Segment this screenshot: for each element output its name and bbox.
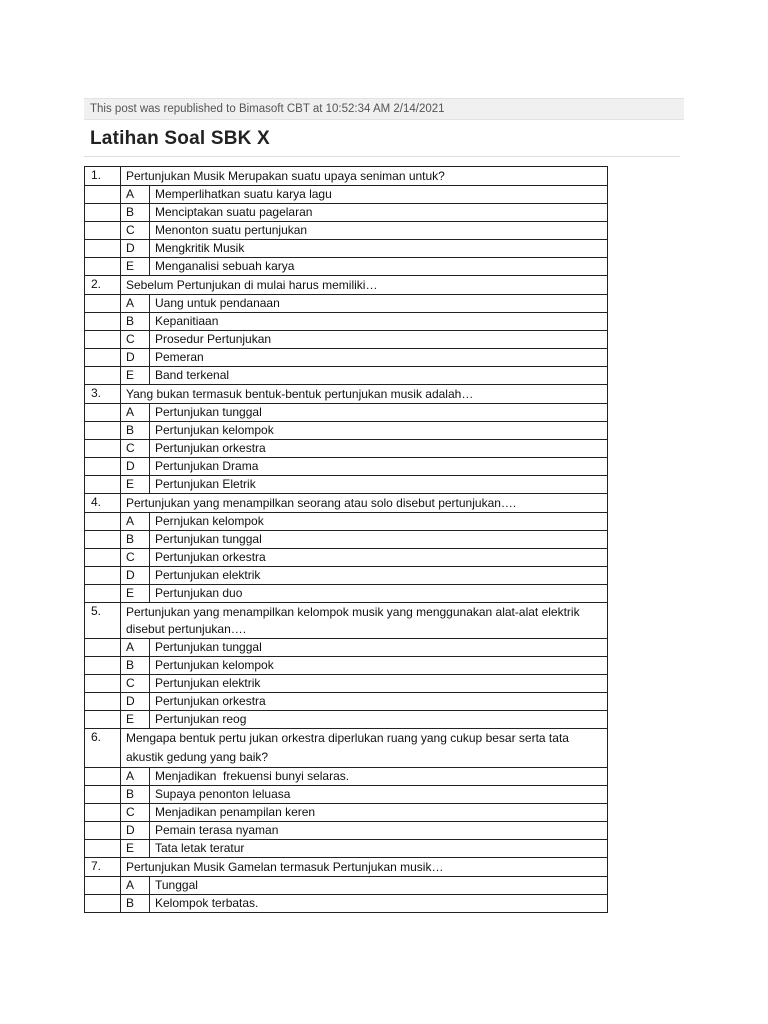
option-row bbox=[85, 711, 608, 729]
page-title: Latihan Soal SBK X bbox=[90, 128, 270, 149]
question-row bbox=[85, 167, 608, 186]
question-row bbox=[85, 729, 608, 768]
option-letter: B bbox=[121, 531, 150, 549]
option-row bbox=[85, 204, 608, 222]
option-row bbox=[85, 895, 608, 913]
blank-cell bbox=[85, 458, 121, 476]
option-row bbox=[85, 349, 608, 367]
option-row bbox=[85, 313, 608, 331]
option-row bbox=[85, 840, 608, 858]
option-letter: E bbox=[121, 585, 150, 603]
option-letter: E bbox=[121, 367, 150, 385]
option-text: Band terkenal bbox=[150, 367, 608, 385]
option-text: Pertunjukan Drama bbox=[150, 458, 608, 476]
option-row bbox=[85, 639, 608, 657]
question-text: Yang bukan termasuk bentuk-bentuk pertunjukan musik adalah… bbox=[121, 385, 608, 404]
question-row bbox=[85, 385, 608, 404]
option-row bbox=[85, 804, 608, 822]
option-letter: D bbox=[121, 349, 150, 367]
blank-cell bbox=[85, 186, 121, 204]
option-text: Memperlihatkan suatu karya lagu bbox=[150, 186, 608, 204]
option-letter: A bbox=[121, 295, 150, 313]
option-letter: A bbox=[121, 186, 150, 204]
option-text: Pertunjukan elektrik bbox=[150, 567, 608, 585]
option-letter: A bbox=[121, 639, 150, 657]
republish-banner: This post was republished to Bimasoft CBT at 10:52:34 AM 2/14/2021 bbox=[84, 98, 684, 120]
blank-cell bbox=[85, 657, 121, 675]
option-row bbox=[85, 693, 608, 711]
option-letter: E bbox=[121, 840, 150, 858]
option-text: Uang untuk pendanaan bbox=[150, 295, 608, 313]
option-text: Menonton suatu pertunjukan bbox=[150, 222, 608, 240]
option-row bbox=[85, 786, 608, 804]
blank-cell bbox=[85, 513, 121, 531]
option-text: Pertunjukan orkestra bbox=[150, 549, 608, 567]
blank-cell bbox=[85, 786, 121, 804]
option-letter: E bbox=[121, 258, 150, 276]
blank-cell bbox=[85, 313, 121, 331]
option-text: Pertunjukan reog bbox=[150, 711, 608, 729]
option-text: Menganalisi sebuah karya bbox=[150, 258, 608, 276]
option-row bbox=[85, 549, 608, 567]
blank-cell bbox=[85, 693, 121, 711]
blank-cell bbox=[85, 349, 121, 367]
option-text: Tunggal bbox=[150, 877, 608, 895]
option-letter: C bbox=[121, 331, 150, 349]
blank-cell bbox=[85, 204, 121, 222]
option-text: Pertunjukan kelompok bbox=[150, 657, 608, 675]
option-letter: A bbox=[121, 877, 150, 895]
option-letter: B bbox=[121, 657, 150, 675]
option-text: Kepanitiaan bbox=[150, 313, 608, 331]
option-letter: B bbox=[121, 786, 150, 804]
question-text: Sebelum Pertunjukan di mulai harus memiliki… bbox=[121, 276, 608, 295]
option-text: Tata letak teratur bbox=[150, 840, 608, 858]
option-text: Pemeran bbox=[150, 349, 608, 367]
question-text: Mengapa bentuk pertu jukan orkestra diperlukan ruang yang cukup besar serta tata akustik gedung yang baik? bbox=[121, 729, 608, 768]
option-row bbox=[85, 513, 608, 531]
question-row bbox=[85, 858, 608, 877]
option-letter: C bbox=[121, 549, 150, 567]
blank-cell bbox=[85, 711, 121, 729]
question-row bbox=[85, 494, 608, 513]
option-letter: A bbox=[121, 404, 150, 422]
question-number: 1. bbox=[85, 167, 121, 186]
option-letter: C bbox=[121, 222, 150, 240]
blank-cell bbox=[85, 822, 121, 840]
option-text: Supaya penonton leluasa bbox=[150, 786, 608, 804]
option-letter: A bbox=[121, 768, 150, 786]
question-text: Pertunjukan yang menampilkan kelompok musik yang menggunakan alat-alat elektrik disebut pertunjukan…. bbox=[121, 603, 608, 639]
blank-cell bbox=[85, 768, 121, 786]
option-row bbox=[85, 585, 608, 603]
blank-cell bbox=[85, 585, 121, 603]
option-text: Pernjukan kelompok bbox=[150, 513, 608, 531]
option-letter: D bbox=[121, 240, 150, 258]
option-letter: C bbox=[121, 675, 150, 693]
blank-cell bbox=[85, 295, 121, 313]
blank-cell bbox=[85, 840, 121, 858]
question-text: Pertunjukan Musik Gamelan termasuk Pertunjukan musik… bbox=[121, 858, 608, 877]
question-text: Pertunjukan yang menampilkan seorang atau solo disebut pertunjukan…. bbox=[121, 494, 608, 513]
option-letter: B bbox=[121, 313, 150, 331]
option-row bbox=[85, 877, 608, 895]
option-letter: C bbox=[121, 804, 150, 822]
option-row bbox=[85, 367, 608, 385]
blank-cell bbox=[85, 567, 121, 585]
blank-cell bbox=[85, 222, 121, 240]
blank-cell bbox=[85, 476, 121, 494]
option-row bbox=[85, 567, 608, 585]
question-number: 4. bbox=[85, 494, 121, 513]
blank-cell bbox=[85, 422, 121, 440]
blank-cell bbox=[85, 877, 121, 895]
blank-cell bbox=[85, 804, 121, 822]
option-text: Menciptakan suatu pagelaran bbox=[150, 204, 608, 222]
question-number: 2. bbox=[85, 276, 121, 295]
option-text: Prosedur Pertunjukan bbox=[150, 331, 608, 349]
option-row bbox=[85, 240, 608, 258]
option-row bbox=[85, 531, 608, 549]
question-row bbox=[85, 603, 608, 639]
blank-cell bbox=[85, 549, 121, 567]
option-letter: D bbox=[121, 458, 150, 476]
option-letter: B bbox=[121, 895, 150, 913]
option-text: Kelompok terbatas. bbox=[150, 895, 608, 913]
blank-cell bbox=[85, 531, 121, 549]
option-row bbox=[85, 822, 608, 840]
option-row bbox=[85, 222, 608, 240]
option-row bbox=[85, 657, 608, 675]
option-row bbox=[85, 675, 608, 693]
option-row bbox=[85, 295, 608, 313]
option-letter: E bbox=[121, 711, 150, 729]
blank-cell bbox=[85, 404, 121, 422]
question-number: 5. bbox=[85, 603, 121, 639]
option-text: Pertunjukan orkestra bbox=[150, 440, 608, 458]
option-text: Pertunjukan Eletrik bbox=[150, 476, 608, 494]
option-letter: D bbox=[121, 567, 150, 585]
blank-cell bbox=[85, 675, 121, 693]
option-row bbox=[85, 186, 608, 204]
title-divider bbox=[84, 156, 680, 157]
option-text: Pertunjukan orkestra bbox=[150, 693, 608, 711]
option-text: Pertunjukan duo bbox=[150, 585, 608, 603]
option-row bbox=[85, 422, 608, 440]
option-text: Mengkritik Musik bbox=[150, 240, 608, 258]
option-row bbox=[85, 440, 608, 458]
question-number: 3. bbox=[85, 385, 121, 404]
blank-cell bbox=[85, 440, 121, 458]
question-number: 6. bbox=[85, 729, 121, 768]
option-row bbox=[85, 404, 608, 422]
option-text: Pertunjukan tunggal bbox=[150, 639, 608, 657]
option-letter: D bbox=[121, 693, 150, 711]
option-text: Pertunjukan tunggal bbox=[150, 531, 608, 549]
option-row bbox=[85, 331, 608, 349]
option-letter: C bbox=[121, 440, 150, 458]
option-row bbox=[85, 768, 608, 786]
option-text: Menjadikan frekuensi bunyi selaras. bbox=[150, 768, 608, 786]
option-letter: B bbox=[121, 204, 150, 222]
blank-cell bbox=[85, 639, 121, 657]
option-letter: A bbox=[121, 513, 150, 531]
option-row bbox=[85, 476, 608, 494]
quiz-table bbox=[84, 166, 608, 913]
option-text: Pertunjukan tunggal bbox=[150, 404, 608, 422]
blank-cell bbox=[85, 258, 121, 276]
option-text: Menjadikan penampilan keren bbox=[150, 804, 608, 822]
question-row bbox=[85, 276, 608, 295]
question-number: 7. bbox=[85, 858, 121, 877]
question-text: Pertunjukan Musik Merupakan suatu upaya seniman untuk? bbox=[121, 167, 608, 186]
blank-cell bbox=[85, 331, 121, 349]
option-letter: E bbox=[121, 476, 150, 494]
option-row bbox=[85, 458, 608, 476]
blank-cell bbox=[85, 895, 121, 913]
option-letter: B bbox=[121, 422, 150, 440]
blank-cell bbox=[85, 367, 121, 385]
option-text: Pertunjukan kelompok bbox=[150, 422, 608, 440]
option-text: Pemain terasa nyaman bbox=[150, 822, 608, 840]
option-row bbox=[85, 258, 608, 276]
option-text: Pertunjukan elektrik bbox=[150, 675, 608, 693]
option-letter: D bbox=[121, 822, 150, 840]
blank-cell bbox=[85, 240, 121, 258]
